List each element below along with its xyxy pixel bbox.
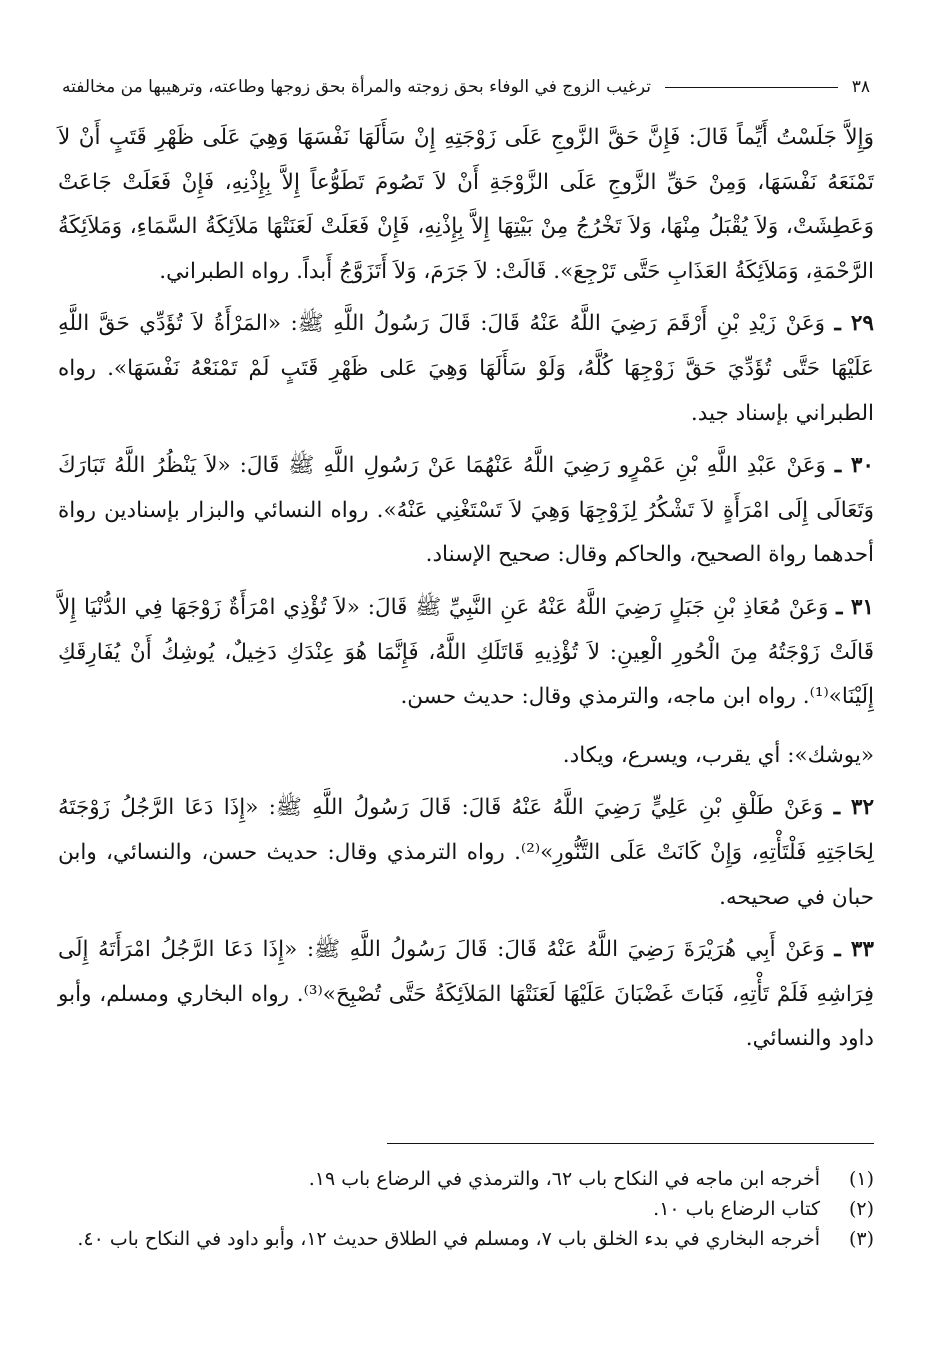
footnote-text: كتاب الرضاع باب ١٠. (653, 1198, 820, 1220)
hadith-text: وَعَنْ أَبِي هُرَيْرَةَ رَضِيَ اللَّهُ عَنْهُ قَالَ: قَالَ رَسُولُ اللَّهِ ﷺ: «إِذَا دَعَا الرَّجُلُ امْرَأَتَهُ إِلَى فِرَاشِهِ فَلَمْ تَأْتِهِ، فَبَاتَ غَضْبَانَ عَلَيْهَا لَعَنَتْهَا المَلاَئِكَةُ حَتَّى تُصْبِحَ»⁽³⁾. رواه البخاري ومسلم، وأبو داود والنسائي. (58, 937, 874, 1052)
footnote-item (58, 1224, 874, 1254)
hadith-text: وَعَنْ مُعَاذِ بْنِ جَبَلٍ رَضِيَ اللَّهُ عَنْهُ عَنِ النَّبِيِّ ﷺ قَالَ: «لاَ تُؤْذِي امْرَأَةٌ زَوْجَهَا فِي الدُّنْيَا إِلاَّ قَالَتْ زَوْجَتُهُ مِنَ الْحُورِ الْعِينِ: لاَ تُؤْذِيهِ قَاتَلَكِ اللَّهُ، فَإِنَّمَا هُوَ عِنْدَكِ دَخِيلٌ، يُوشِكُ أَنْ يُفَارِقَكِ إِلَيْنَا»⁽¹⁾. رواه ابن ماجه، والترمذي وقال: حديث حسن. (58, 594, 874, 710)
running-title: ترغيب الزوج في الوفاء بحق زوجته والمرأة بحق زوجها وطاعته، وترهيبها من مخالفته (62, 77, 651, 97)
hadith-number: ٢٩ ـ (834, 311, 874, 337)
footnote-marker: (٣) (848, 1228, 874, 1250)
footnote-marker: (٢) (848, 1198, 874, 1220)
hadith-29 (58, 302, 874, 436)
hadith-31 (58, 586, 874, 720)
running-head (62, 70, 870, 104)
footnotes (58, 1164, 874, 1254)
page-number: ٣٨ (851, 77, 870, 97)
hadith-text: وَعَنْ عَبْدِ اللَّهِ بْنِ عَمْرٍو رَضِيَ اللَّهُ عَنْهُمَا عَنْ رَسُولِ اللَّهِ ﷺ قَالَ: «لاَ يَنْظُرُ اللَّهُ تَبَارَكَ وَتَعَالَى إِلَى امْرَأَةٍ لاَ تَشْكُرُ لِزَوْجِهَا وَهِيَ لاَ تَسْتَغْنِي عَنْهُ». رواه النسائي والبزار بإسنادين رواة أحدهما رواة الصحيح، والحاكم وقال: صحيح الإسناد. (58, 453, 874, 568)
footnote-text: أخرجه ابن ماجه في النكاح باب ٦٢، والترمذي في الرضاع باب ١٩. (308, 1168, 820, 1190)
hadith-number: ٣٣ ـ (834, 937, 874, 963)
hadith-32 (58, 786, 874, 920)
main-text (58, 116, 874, 1062)
hadith-number: ٣٢ ـ (833, 795, 874, 821)
footnote-item (58, 1164, 874, 1194)
footnote-separator (387, 1143, 874, 1144)
hadith-33 (58, 928, 874, 1062)
word-gloss: «يوشك»: أي يقرب، ويسرع، ويكاد. (562, 742, 874, 768)
hadith-number: ٣٠ ـ (834, 453, 874, 479)
footnote-item (58, 1194, 874, 1224)
hadith-30 (58, 444, 874, 578)
paragraph-continuation: وَإِلاَّ جَلَسْتُ أَيِّماً قَالَ: فَإِنَّ حَقَّ الزَّوجِ عَلَى زَوْجَتِهِ إِنْ سَأَلَهَا نَفْسَهَا وَهِيَ عَلَى ظَهْرِ قَتَبٍ أَنْ لاَ تَمْنَعَهُ نَفْسَهَا، وَمِنْ حَقِّ الزَّوجِ عَلَى الزَّوْجَةِ أَنْ لاَ تَصُومَ تَطَوُّعاً إِلاَّ بِإِذْنِهِ، فَإِنْ فَعَلَتْ جَاعَتْ وَعَطِشَتْ، وَلاَ يُقْبَلُ مِنْهَا، وَلاَ تَخْرُجُ مِنْ بَيْتِهَا إِلاَّ بِإِذْنِهِ، فَإِنْ فَعَلَتْ لَعَنَتْهَا مَلاَئِكَةُ السَّمَاءِ، وَمَلاَئِكَةُ الرَّحْمَةِ، وَمَلاَئِكَةُ العَذَابِ حَتَّى تَرْجِعَ». قَالَتْ: لاَ جَرَمَ، وَلاَ أَتَزَوَّجُ أَبداً. رواه الطبراني. (58, 125, 874, 284)
footnote-text: أخرجه البخاري في بدء الخلق باب ٧، ومسلم في الطلاق حديث ١٢، وأبو داود في النكاح باب ٤٠. (77, 1228, 820, 1250)
footnote-marker: (١) (848, 1168, 874, 1190)
hadith-text: وَعَنْ زَيْدِ بْنِ أَرْقَمَ رَضِيَ اللَّهُ عَنْهُ قَالَ: قَالَ رَسُولُ اللَّهِ ﷺ: «المَرْأَةُ لاَ تُؤَدِّي حَقَّ اللَّهِ عَلَيْهَا حَتَّى تُؤَدِّيَ حَقَّ زَوْجِهَا كُلَّهُ، وَلَوْ سَأَلَهَا وَهِيَ عَلى ظَهْرِ قَتَبٍ لَمْ تَمْنَعْهُ نَفْسَهَا». رواه الطبراني بإسناد جيد. (58, 311, 874, 426)
hadith-text: وَعَنْ طَلْقِ بْنِ عَلِيٍّ رَضِيَ اللَّهُ عَنْهُ قَالَ: قَالَ رَسُولُ اللَّهِ ﷺ: «إِذَا دَعَا الرَّجُلُ زَوْجَتَهُ لِحَاجَتِهِ فَلْتَأْتِهِ، وَإِنْ كَانَتْ عَلَى التَّنُّورِ»⁽²⁾. رواه الترمذي وقال: حديث حسن، والنسائي، وابن حبان في صحيحه. (58, 795, 874, 910)
hadith-number: ٣١ ـ (836, 594, 874, 620)
header-rule (665, 87, 838, 88)
